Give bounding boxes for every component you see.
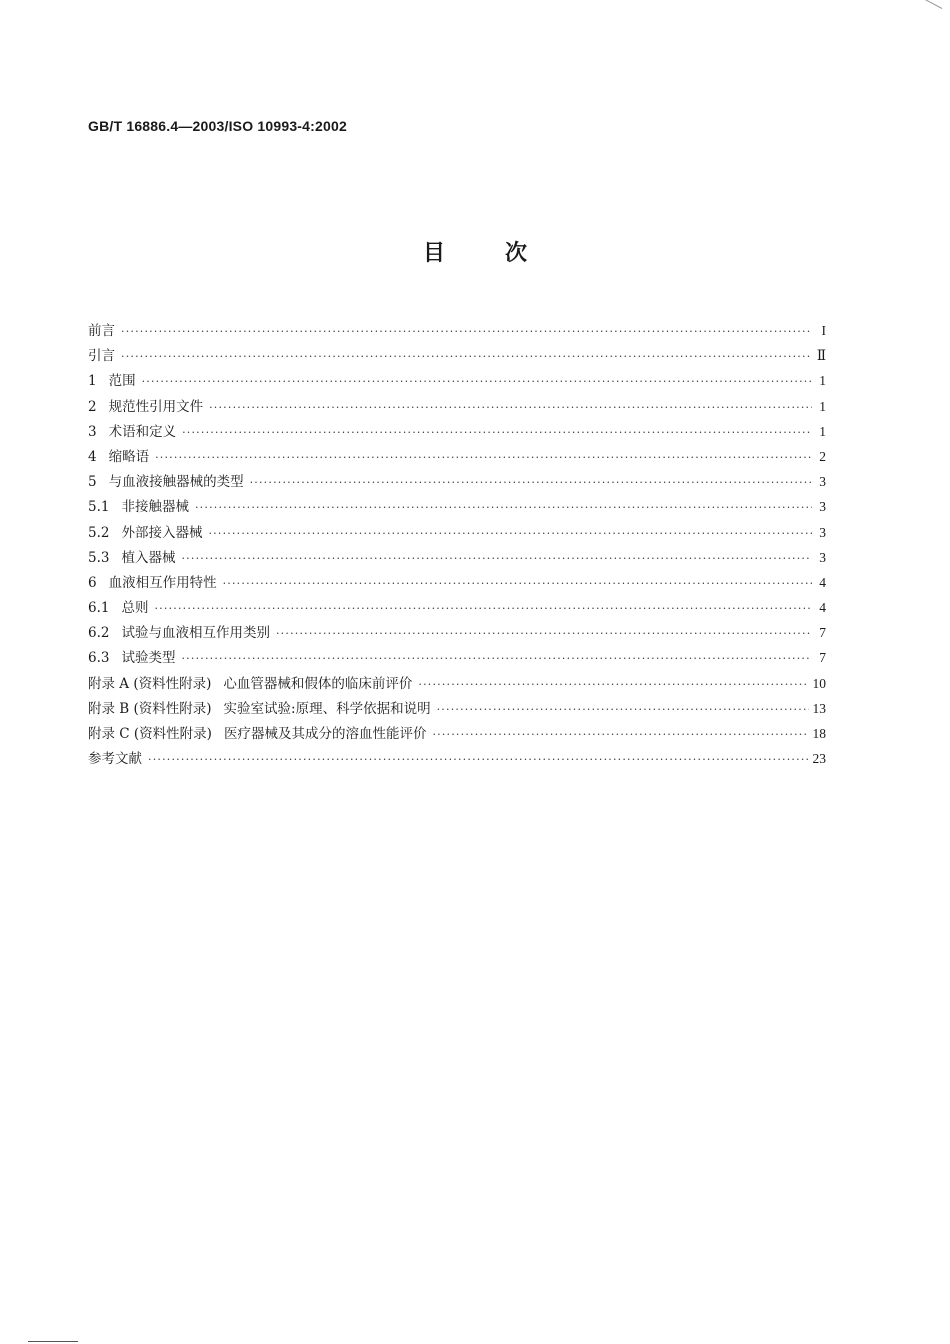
toc-section-number: 5.3 xyxy=(88,549,110,566)
toc-page-number: 4 xyxy=(819,600,826,616)
toc-entry-label xyxy=(88,420,176,445)
toc-entry-1[interactable] xyxy=(88,368,826,393)
toc-entry-5-1[interactable] xyxy=(88,494,826,519)
toc-entry-introduction[interactable] xyxy=(88,343,826,368)
toc-page-number: 7 xyxy=(819,625,826,641)
table-of-contents xyxy=(88,318,826,771)
toc-page-number: Ⅱ xyxy=(816,348,826,364)
toc-page-number: 1 xyxy=(819,373,826,389)
toc-leader-dots xyxy=(209,395,812,420)
toc-section-number: 4 xyxy=(88,448,97,465)
toc-leader-dots xyxy=(181,646,812,671)
toc-leader-dots xyxy=(148,747,809,772)
toc-section-number: 5.2 xyxy=(88,524,110,541)
toc-leader-dots xyxy=(208,521,812,546)
toc-entry-preface[interactable] xyxy=(88,318,826,343)
toc-section-title: 术语和定义 xyxy=(108,423,177,440)
toc-page-number: 3 xyxy=(819,549,826,565)
toc-page-number: 1 xyxy=(819,398,826,414)
toc-section-title: 试验与血液相互作用类别 xyxy=(121,625,270,642)
toc-section-title: 血液相互作用特性 xyxy=(108,574,217,591)
toc-section-number: 2 xyxy=(88,398,97,415)
toc-leader-dots xyxy=(155,445,812,470)
toc-leader-dots xyxy=(432,722,808,747)
toc-entry-label xyxy=(88,571,217,596)
title-char-2: 次 xyxy=(505,241,528,266)
toc-entry-4[interactable] xyxy=(88,444,826,469)
toc-page-number: 4 xyxy=(819,574,826,590)
toc-entry-bibliography[interactable] xyxy=(88,746,826,771)
toc-leader-dots xyxy=(437,697,809,722)
toc-entry-label: 引言 xyxy=(88,348,115,365)
toc-page-number: 13 xyxy=(812,700,826,716)
toc-leader-dots xyxy=(142,369,812,394)
toc-leader-dots xyxy=(121,344,812,369)
toc-entry-label xyxy=(88,722,426,747)
toc-section-number: 6.2 xyxy=(88,625,110,642)
toc-entry-label xyxy=(88,546,175,571)
toc-entry-5-2[interactable] xyxy=(88,520,826,545)
toc-section-title: 非接触器械 xyxy=(121,499,189,516)
toc-leader-dots xyxy=(182,420,812,445)
toc-annex-number: 附录 B (资料性附录) xyxy=(88,700,212,717)
toc-page-number: 3 xyxy=(819,474,826,490)
toc-section-title: 规范性引用文件 xyxy=(108,398,204,415)
toc-entry-5[interactable] xyxy=(88,469,826,494)
toc-entry-6[interactable] xyxy=(88,570,826,595)
toc-entry-3[interactable] xyxy=(88,419,826,444)
toc-leader-dots xyxy=(154,596,812,621)
toc-page-number: 3 xyxy=(819,499,826,515)
toc-entry-6-3[interactable] xyxy=(88,645,826,670)
toc-entry-label: 前言 xyxy=(88,323,115,339)
toc-section-number: 1 xyxy=(88,373,97,390)
toc-section-number: 3 xyxy=(88,423,97,440)
toc-entry-label xyxy=(88,596,148,621)
toc-annex-title: 实验室试验:原理、科学依据和说明 xyxy=(223,700,431,717)
toc-entry-annex-a[interactable] xyxy=(88,671,826,696)
toc-entry-label xyxy=(88,495,189,520)
toc-leader-dots xyxy=(250,470,812,495)
toc-page-number: 7 xyxy=(819,650,826,666)
page-title xyxy=(0,236,950,267)
toc-annex-title: 医疗器械及其成分的溶血性能评价 xyxy=(223,726,427,742)
scan-artifact-line xyxy=(906,0,942,9)
toc-entry-label xyxy=(88,646,175,671)
toc-section-number: 5.1 xyxy=(88,499,110,516)
toc-entry-label xyxy=(88,621,270,646)
toc-page-number: 1 xyxy=(819,423,826,439)
toc-leader-dots xyxy=(195,495,812,520)
toc-entry-label xyxy=(88,369,136,394)
title-char-1: 目 xyxy=(422,241,445,266)
toc-annex-title: 心血管器械和假体的临床前评价 xyxy=(223,675,413,692)
toc-section-number: 6 xyxy=(88,574,97,591)
toc-entry-label xyxy=(88,697,431,722)
toc-entry-label xyxy=(88,395,203,420)
toc-entry-label xyxy=(88,672,412,697)
toc-page-number: I xyxy=(821,323,826,338)
toc-section-number: 6.3 xyxy=(88,650,110,667)
toc-entry-6-2[interactable] xyxy=(88,620,826,645)
toc-entry-label: 参考文献 xyxy=(88,751,142,768)
standard-code-header: GB/T 16886.4—2003/ISO 10993-4:2002 xyxy=(88,118,347,134)
toc-section-number: 5 xyxy=(88,474,97,491)
toc-section-title: 试验类型 xyxy=(121,650,176,667)
toc-section-title: 植入器械 xyxy=(121,549,176,566)
toc-page-number: 23 xyxy=(812,751,826,767)
toc-section-number: 6.1 xyxy=(88,600,110,617)
toc-entry-5-3[interactable] xyxy=(88,545,826,570)
toc-leader-dots xyxy=(121,319,812,344)
toc-section-title: 外部接入器械 xyxy=(121,524,203,541)
toc-leader-dots xyxy=(181,546,812,571)
toc-section-title: 范围 xyxy=(108,373,136,390)
toc-section-title: 与血液接触器械的类型 xyxy=(108,474,244,491)
toc-leader-dots xyxy=(223,571,812,596)
toc-leader-dots xyxy=(418,672,808,697)
toc-entry-2[interactable] xyxy=(88,394,826,419)
toc-annex-number: 附录 C (资料性附录) xyxy=(88,726,212,742)
toc-page-number: 2 xyxy=(819,448,826,464)
toc-entry-label xyxy=(88,445,149,470)
toc-entry-6-1[interactable] xyxy=(88,595,826,620)
toc-page-number: 3 xyxy=(819,524,826,540)
toc-entry-label xyxy=(88,521,202,546)
toc-section-title: 总则 xyxy=(121,600,149,617)
toc-annex-number: 附录 A (资料性附录) xyxy=(88,675,212,692)
toc-section-title: 缩略语 xyxy=(108,448,150,465)
toc-entry-label xyxy=(88,470,244,495)
toc-entry-annex-c[interactable] xyxy=(88,721,826,746)
toc-page-number: 18 xyxy=(812,726,826,741)
toc-page-number: 10 xyxy=(812,675,826,691)
footer-rule xyxy=(28,1341,78,1342)
toc-entry-annex-b[interactable] xyxy=(88,696,826,721)
toc-leader-dots xyxy=(276,621,812,646)
